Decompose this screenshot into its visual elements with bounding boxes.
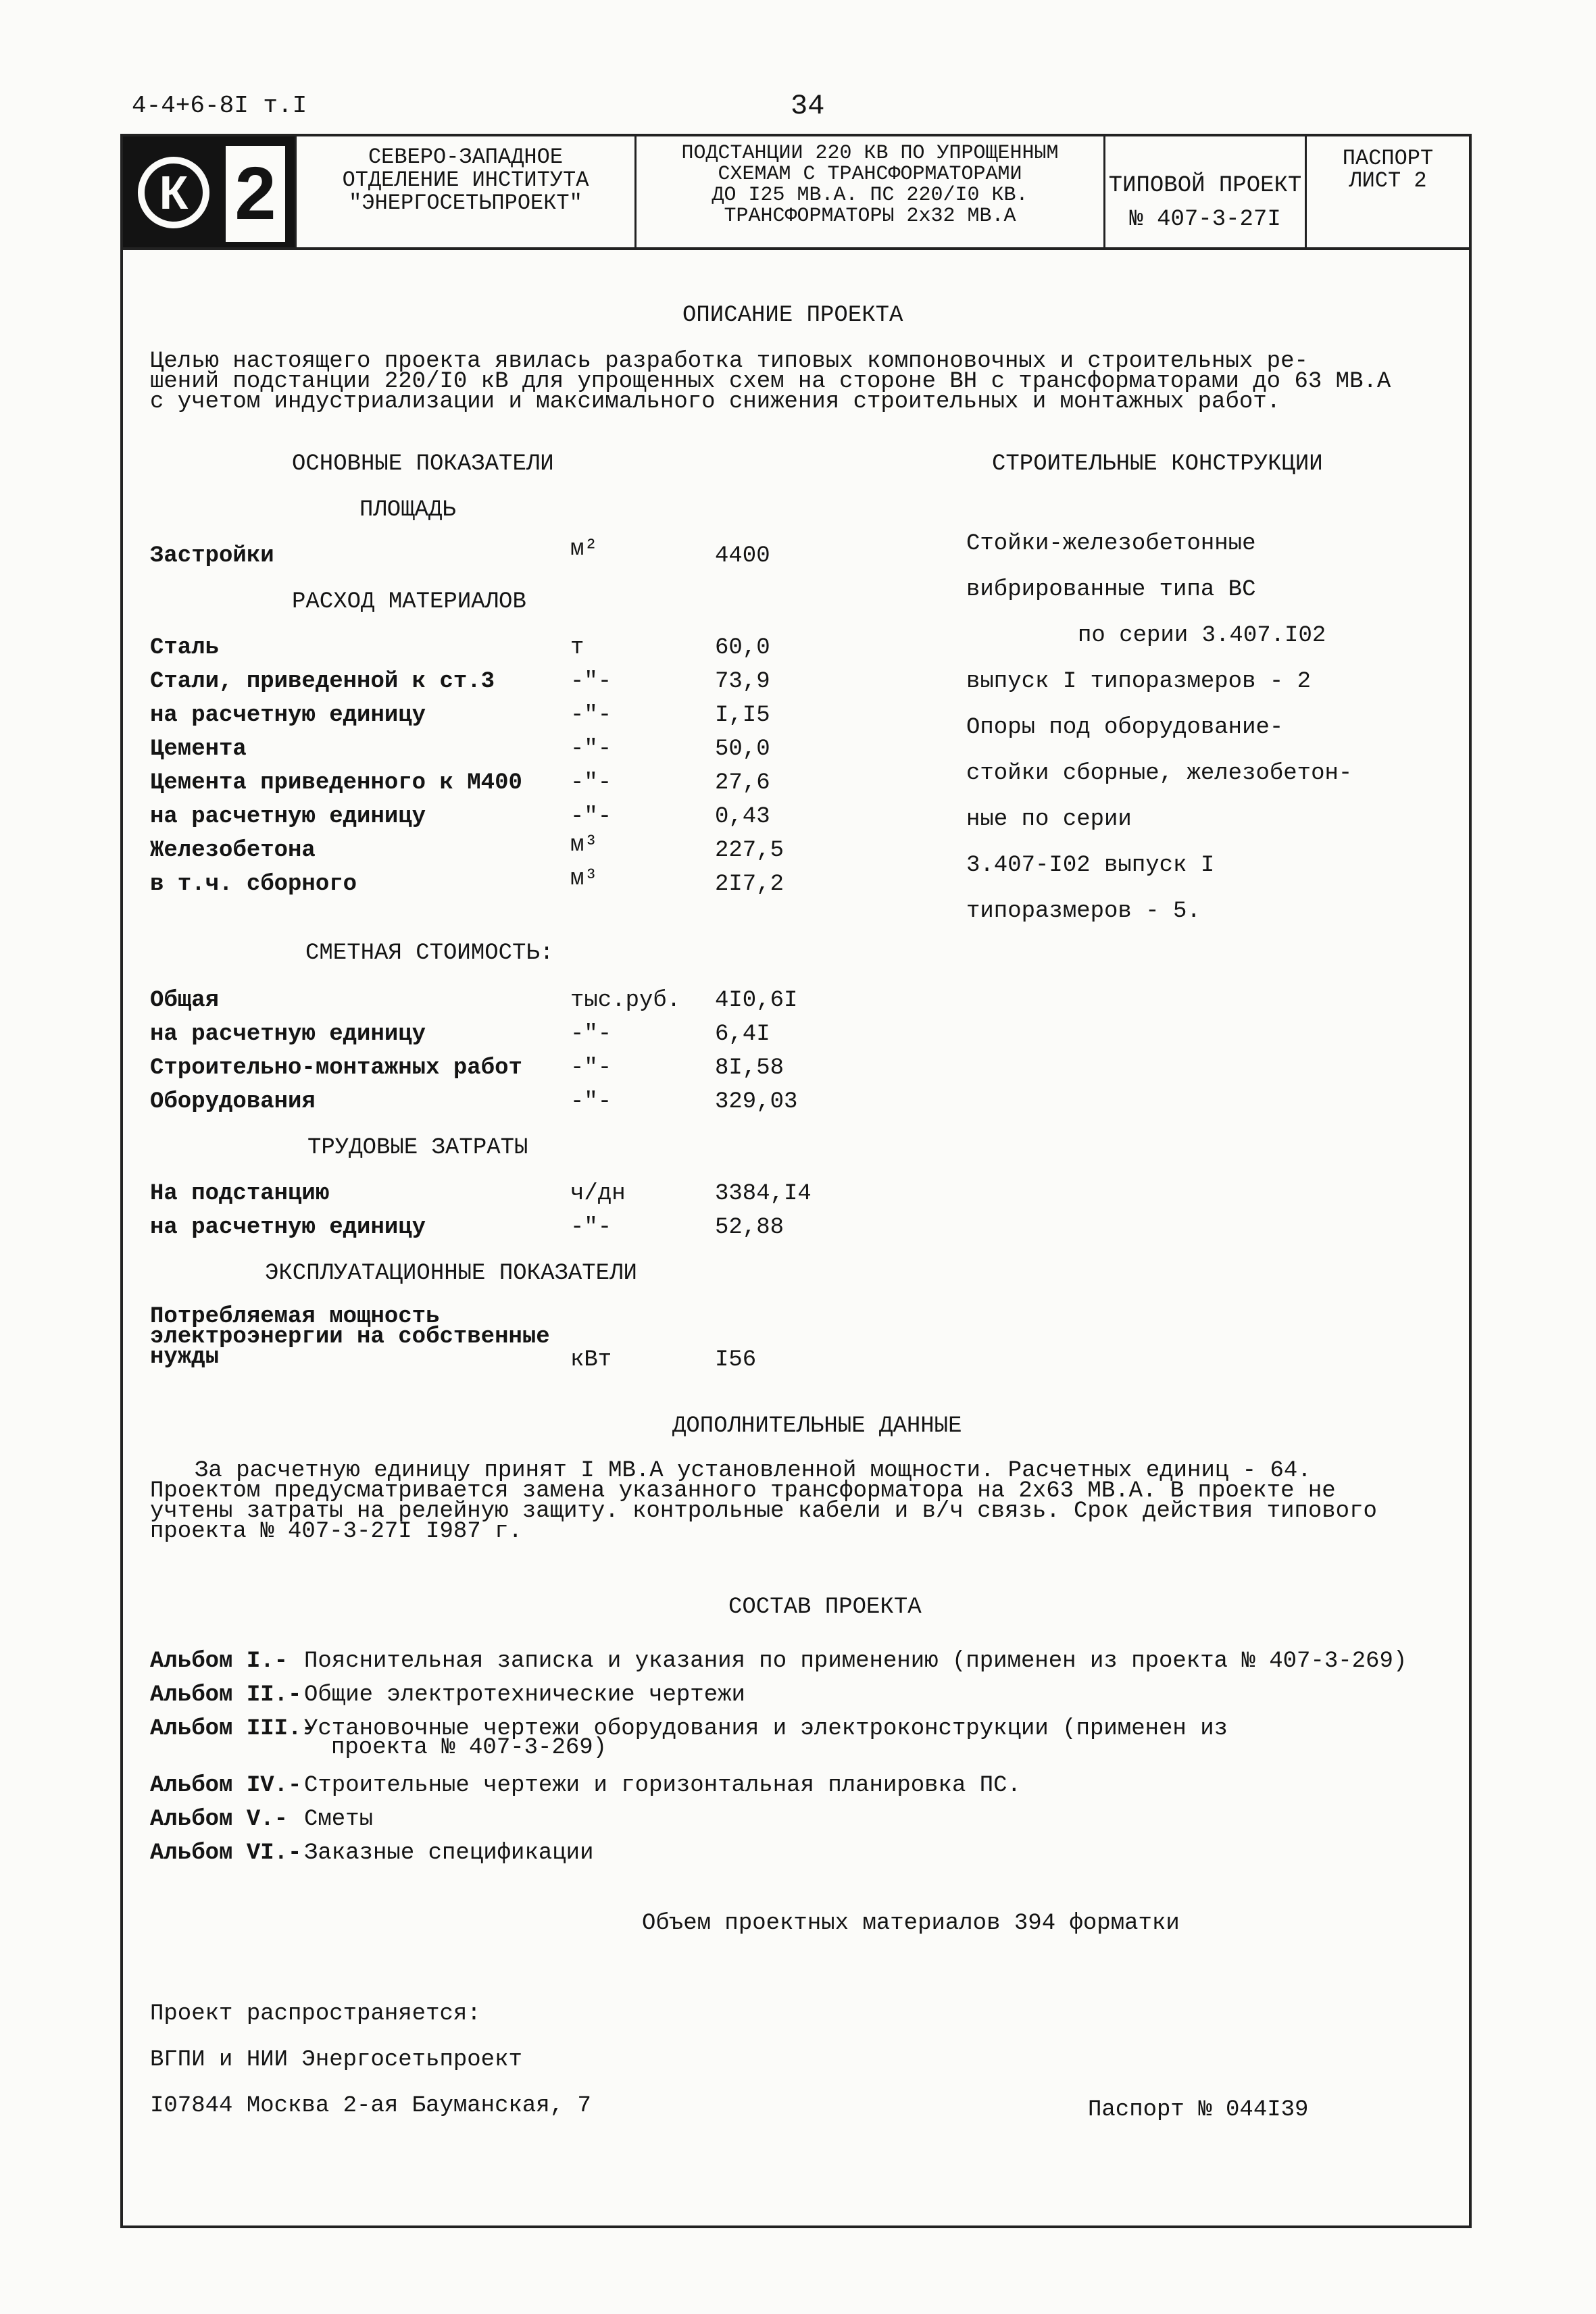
description-line: шений подстанции 220/I0 кВ для упрощенных схем на стороне ВН с трансформаторами до 63 МВ.А: [150, 369, 1391, 395]
additional-line: Проектом предусматривается замена указанного трансформатора на 2х63 МВ.А. В проекте не: [150, 1478, 1336, 1504]
row-label: нужды: [150, 1344, 220, 1370]
subheading-materials: РАСХОД МАТЕРИАЛОВ: [292, 589, 526, 615]
row-label: На подстанцию: [150, 1181, 330, 1207]
institute-logo: [123, 136, 297, 247]
row-unit: -"-: [570, 770, 612, 796]
row-unit: м³: [570, 866, 598, 892]
subheading-area: ПЛОЩАДЬ: [359, 497, 456, 523]
construction-line: Опоры под оборудование-: [966, 715, 1284, 740]
row-label: в т.ч. сборного: [150, 872, 357, 897]
album-title: Строительные чертежи и горизонтальная планировка ПС.: [304, 1773, 1021, 1799]
row-label: на расчетную единицу: [150, 804, 426, 830]
row-label: электроэнергии на собственные: [150, 1324, 550, 1350]
additional-line: проекта № 407-3-27I I987 г.: [150, 1519, 522, 1544]
description-line: с учетом индустриализации и максимального снижения строительных и монтажных работ.: [150, 389, 1281, 415]
row-value: 52,88: [715, 1215, 784, 1240]
row-value: 0,43: [715, 804, 770, 830]
title-line: ТРАНСФОРМАТОРЫ 2х32 МВ.А: [724, 205, 1016, 228]
construction-line: стойки сборные, железобетон-: [966, 761, 1353, 786]
row-value: 227,5: [715, 838, 784, 863]
row-label: Цемента: [150, 736, 247, 762]
passport-sheet-cell: [1307, 136, 1469, 247]
operation-label: [150, 1304, 550, 1370]
row-value: 329,03: [715, 1089, 798, 1115]
distribution-address: I07844 Москва 2-ая Бауманская, 7: [150, 2093, 591, 2119]
row-value: 6,4I: [715, 1022, 770, 1047]
row-label: Строительно-монтажных работ: [150, 1055, 522, 1081]
org-line: "ЭНЕРГОСЕТЬПРОЕКТ": [349, 191, 582, 216]
row-unit: м²: [570, 536, 598, 562]
subheading-cost: СМЕТНАЯ СТОИМОСТЬ:: [305, 940, 554, 966]
row-label: Стали, приведенной к ст.3: [150, 669, 495, 695]
row-unit: -"-: [570, 1089, 612, 1115]
construction-line: вибрированные типа ВС: [966, 577, 1256, 603]
album-label: Альбом IV.-: [150, 1773, 302, 1799]
row-value: I,I5: [715, 703, 770, 728]
row-value: 4400: [715, 543, 770, 569]
row-unit: -"-: [570, 1215, 612, 1240]
description-line: Целью настоящего проекта явилась разработка типовых компоновочных и строительных ре-: [150, 349, 1308, 374]
sheet-number: ЛИСТ 2: [1349, 168, 1427, 193]
additional-line: За расчетную единицу принят I МВ.А установленной мощности. Расчетных единиц - 64.: [195, 1458, 1312, 1484]
construction-line: типоразмеров - 5.: [966, 899, 1201, 924]
row-label: Потребляемая мощность: [150, 1304, 440, 1330]
album-title: Сметы: [304, 1807, 374, 1832]
row-label: Общая: [150, 988, 220, 1013]
album-label: Альбом II.-: [150, 1682, 302, 1708]
construction-line: ные по серии: [966, 807, 1132, 832]
row-value: 60,0: [715, 635, 770, 661]
additional-paragraph: [150, 1458, 1377, 1544]
row-unit: -"-: [570, 736, 612, 762]
row-label: на расчетную единицу: [150, 1022, 426, 1047]
logo-letter: К: [159, 166, 189, 219]
construction-line: выпуск I типоразмеров - 2: [966, 669, 1312, 695]
row-unit: тыс.руб.: [570, 988, 681, 1013]
album-title: Пояснительная записка и указания по применению (применен из проекта № 407-3-269): [304, 1649, 1407, 1674]
title-block: [120, 134, 1472, 250]
subheading-operation: ЭКСПЛУАТАЦИОННЫЕ ПОКАЗАТЕЛИ: [265, 1261, 637, 1286]
album-title: Установочные чертежи оборудования и электроконструкции (применен из: [304, 1716, 1228, 1742]
organization-cell: [297, 136, 637, 247]
title-line: СХЕМАМ С ТРАНСФОРМАТОРАМИ: [718, 163, 1022, 186]
row-unit: -"-: [570, 669, 612, 695]
row-unit: кВт: [570, 1347, 612, 1373]
row-unit: -"-: [570, 1022, 612, 1047]
org-line: ОТДЕЛЕНИЕ ИНСТИТУТА: [342, 168, 589, 193]
logo-number: 2: [226, 146, 285, 242]
row-value: 27,6: [715, 770, 770, 796]
section-heading-composition: СОСТАВ ПРОЕКТА: [728, 1594, 922, 1620]
row-label: Цемента приведенного к М400: [150, 770, 522, 796]
section-heading-description: ОПИСАНИЕ ПРОЕКТА: [682, 303, 903, 328]
row-value: I56: [715, 1347, 757, 1373]
album-title: Общие электротехнические чертежи: [304, 1682, 745, 1708]
row-value: 4I0,6I: [715, 988, 798, 1013]
project-volume: Объем проектных материалов 394 форматки: [642, 1911, 1180, 1936]
section-heading-additional: ДОПОЛНИТЕЛЬНЫЕ ДАННЫЕ: [672, 1413, 962, 1439]
project-label: ТИПОВОЙ ПРОЕКТ: [1108, 173, 1302, 199]
section-heading-indicators: ОСНОВНЫЕ ПОКАЗАТЕЛИ: [292, 451, 554, 477]
construction-line: по серии 3.407.I02: [1078, 623, 1326, 649]
album-title: Заказные спецификации: [304, 1840, 594, 1866]
row-unit: м³: [570, 832, 598, 858]
row-label: Железобетона: [150, 838, 316, 863]
row-label: Застройки: [150, 543, 274, 569]
row-value: 3384,I4: [715, 1181, 812, 1207]
row-label: на расчетную единицу: [150, 1215, 426, 1240]
org-line: СЕВЕРО-ЗАПАДНОЕ: [368, 145, 564, 170]
album-label: Альбом VI.-: [150, 1840, 302, 1866]
subheading-labor: ТРУДОВЫЕ ЗАТРАТЫ: [307, 1135, 528, 1161]
row-label: Оборудования: [150, 1089, 316, 1115]
row-value: 73,9: [715, 669, 770, 695]
description-paragraph: [150, 349, 1391, 415]
passport-number: Паспорт № 044I39: [1088, 2097, 1309, 2123]
row-unit: -"-: [570, 804, 612, 830]
standard-project-cell: [1105, 136, 1307, 247]
row-value: 50,0: [715, 736, 770, 762]
album-label: Альбом V.-: [150, 1807, 289, 1832]
section-heading-construction: СТРОИТЕЛЬНЫЕ КОНСТРУКЦИИ: [992, 451, 1323, 477]
additional-line: учтены затраты на релейную защиту. контрольные кабели и в/ч связь. Срок действия типового: [150, 1499, 1377, 1524]
distribution-org: ВГПИ и НИИ Энергосетьпроект: [150, 2047, 522, 2073]
album-label: Альбом III.-: [150, 1716, 316, 1742]
row-unit: -"-: [570, 1055, 612, 1081]
project-title-cell: [637, 136, 1105, 247]
row-value: 8I,58: [715, 1055, 784, 1081]
row-label: Сталь: [150, 635, 220, 661]
title-line: ПОДСТАНЦИИ 220 КВ ПО УПРОЩЕННЫМ: [681, 142, 1059, 165]
title-line: ДО I25 МВ.А. ПС 220/I0 КВ.: [712, 184, 1028, 207]
row-unit: т: [570, 635, 584, 661]
distribution-heading: Проект распространяется:: [150, 2001, 481, 2027]
album-title: проекта № 407-3-269): [331, 1735, 607, 1761]
page-number: 34: [791, 90, 825, 122]
document-code: 4-4+6-8I т.I: [132, 92, 307, 120]
sheet-type: ПАСПОРТ: [1342, 146, 1434, 171]
row-value: 2I7,2: [715, 872, 784, 897]
row-unit: ч/дн: [570, 1181, 626, 1207]
row-label: на расчетную единицу: [150, 703, 426, 728]
project-number: № 407-3-27I: [1129, 207, 1281, 232]
album-label: Альбом I.-: [150, 1649, 289, 1674]
logo-ck-emblem: [138, 157, 209, 228]
construction-line: 3.407-I02 выпуск I: [966, 853, 1215, 878]
construction-line: Стойки-железобетонные: [966, 531, 1256, 557]
row-unit: -"-: [570, 703, 612, 728]
